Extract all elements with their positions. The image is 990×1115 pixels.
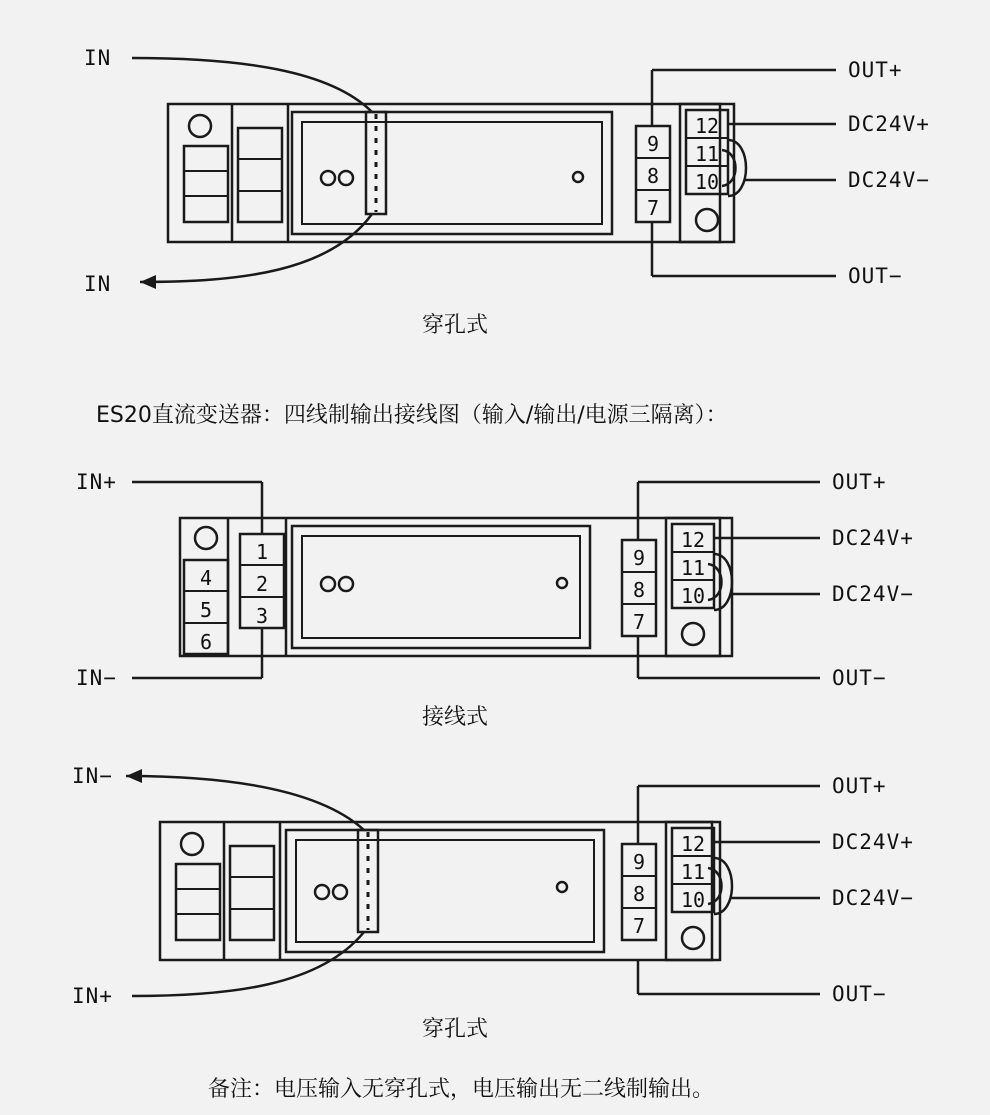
bottom-label-out-plus: OUT+ bbox=[832, 774, 887, 798]
section-heading: ES20直流变送器：四线制输出接线图（输入/输出/电源三隔离）： bbox=[96, 403, 728, 428]
middle-terminal-5: 5 bbox=[199, 598, 213, 622]
middle-terminal-7: 7 bbox=[632, 610, 646, 634]
middle-label-dc24v-plus: DC24V+ bbox=[832, 526, 914, 550]
top-terminal-12: 12 bbox=[694, 114, 720, 138]
top-terminal-9: 9 bbox=[646, 132, 660, 156]
bottom-label-in-plus: IN+ bbox=[72, 984, 113, 1008]
middle-label-dc24v-minus: DC24V− bbox=[832, 582, 914, 606]
bottom-terminal-10: 10 bbox=[680, 888, 706, 912]
bottom-label-out-minus: OUT− bbox=[832, 982, 887, 1006]
bottom-terminal-7: 7 bbox=[632, 914, 646, 938]
middle-terminal-6: 6 bbox=[199, 630, 213, 654]
bottom-terminal-9: 9 bbox=[632, 850, 646, 874]
bottom-terminal-11: 11 bbox=[680, 860, 706, 884]
bottom-label-dc24v-plus: DC24V+ bbox=[832, 830, 914, 854]
middle-terminal-1: 1 bbox=[255, 540, 269, 564]
bottom-terminal-12: 12 bbox=[680, 832, 706, 856]
middle-terminal-3: 3 bbox=[255, 604, 269, 628]
top-label-out-minus: OUT− bbox=[848, 264, 903, 288]
middle-terminal-11: 11 bbox=[680, 556, 706, 580]
middle-label-out-minus: OUT− bbox=[832, 666, 887, 690]
middle-diagram-caption: 接线式 bbox=[422, 705, 489, 730]
top-diagram-caption: 穿孔式 bbox=[422, 313, 489, 338]
bottom-label-dc24v-minus: DC24V− bbox=[832, 886, 914, 910]
bottom-terminal-8: 8 bbox=[632, 882, 646, 906]
middle-terminal-8: 8 bbox=[632, 578, 646, 602]
top-label-dc24v-minus: DC24V− bbox=[848, 168, 930, 192]
middle-label-out-plus: OUT+ bbox=[832, 470, 887, 494]
bottom-diagram-caption: 穿孔式 bbox=[422, 1017, 489, 1042]
bottom-label-in-minus: IN− bbox=[72, 764, 113, 788]
top-terminal-7: 7 bbox=[646, 196, 660, 220]
top-terminal-10: 10 bbox=[694, 170, 720, 194]
footnote: 备注：电压输入无穿孔式，电压输出无二线制输出。 bbox=[208, 1077, 715, 1102]
middle-terminal-2: 2 bbox=[255, 572, 269, 596]
top-label-in-upper: IN bbox=[84, 46, 112, 70]
middle-label-in-plus: IN+ bbox=[76, 470, 117, 494]
top-terminal-11: 11 bbox=[694, 142, 720, 166]
top-terminal-8: 8 bbox=[646, 164, 660, 188]
top-label-out-plus: OUT+ bbox=[848, 58, 903, 82]
middle-terminal-10: 10 bbox=[680, 584, 706, 608]
middle-terminal-9: 9 bbox=[632, 546, 646, 570]
middle-terminal-4: 4 bbox=[199, 566, 213, 590]
top-label-dc24v-plus: DC24V+ bbox=[848, 112, 930, 136]
middle-label-in-minus: IN− bbox=[76, 666, 117, 690]
middle-terminal-12: 12 bbox=[680, 528, 706, 552]
top-label-in-lower: IN bbox=[84, 272, 112, 296]
